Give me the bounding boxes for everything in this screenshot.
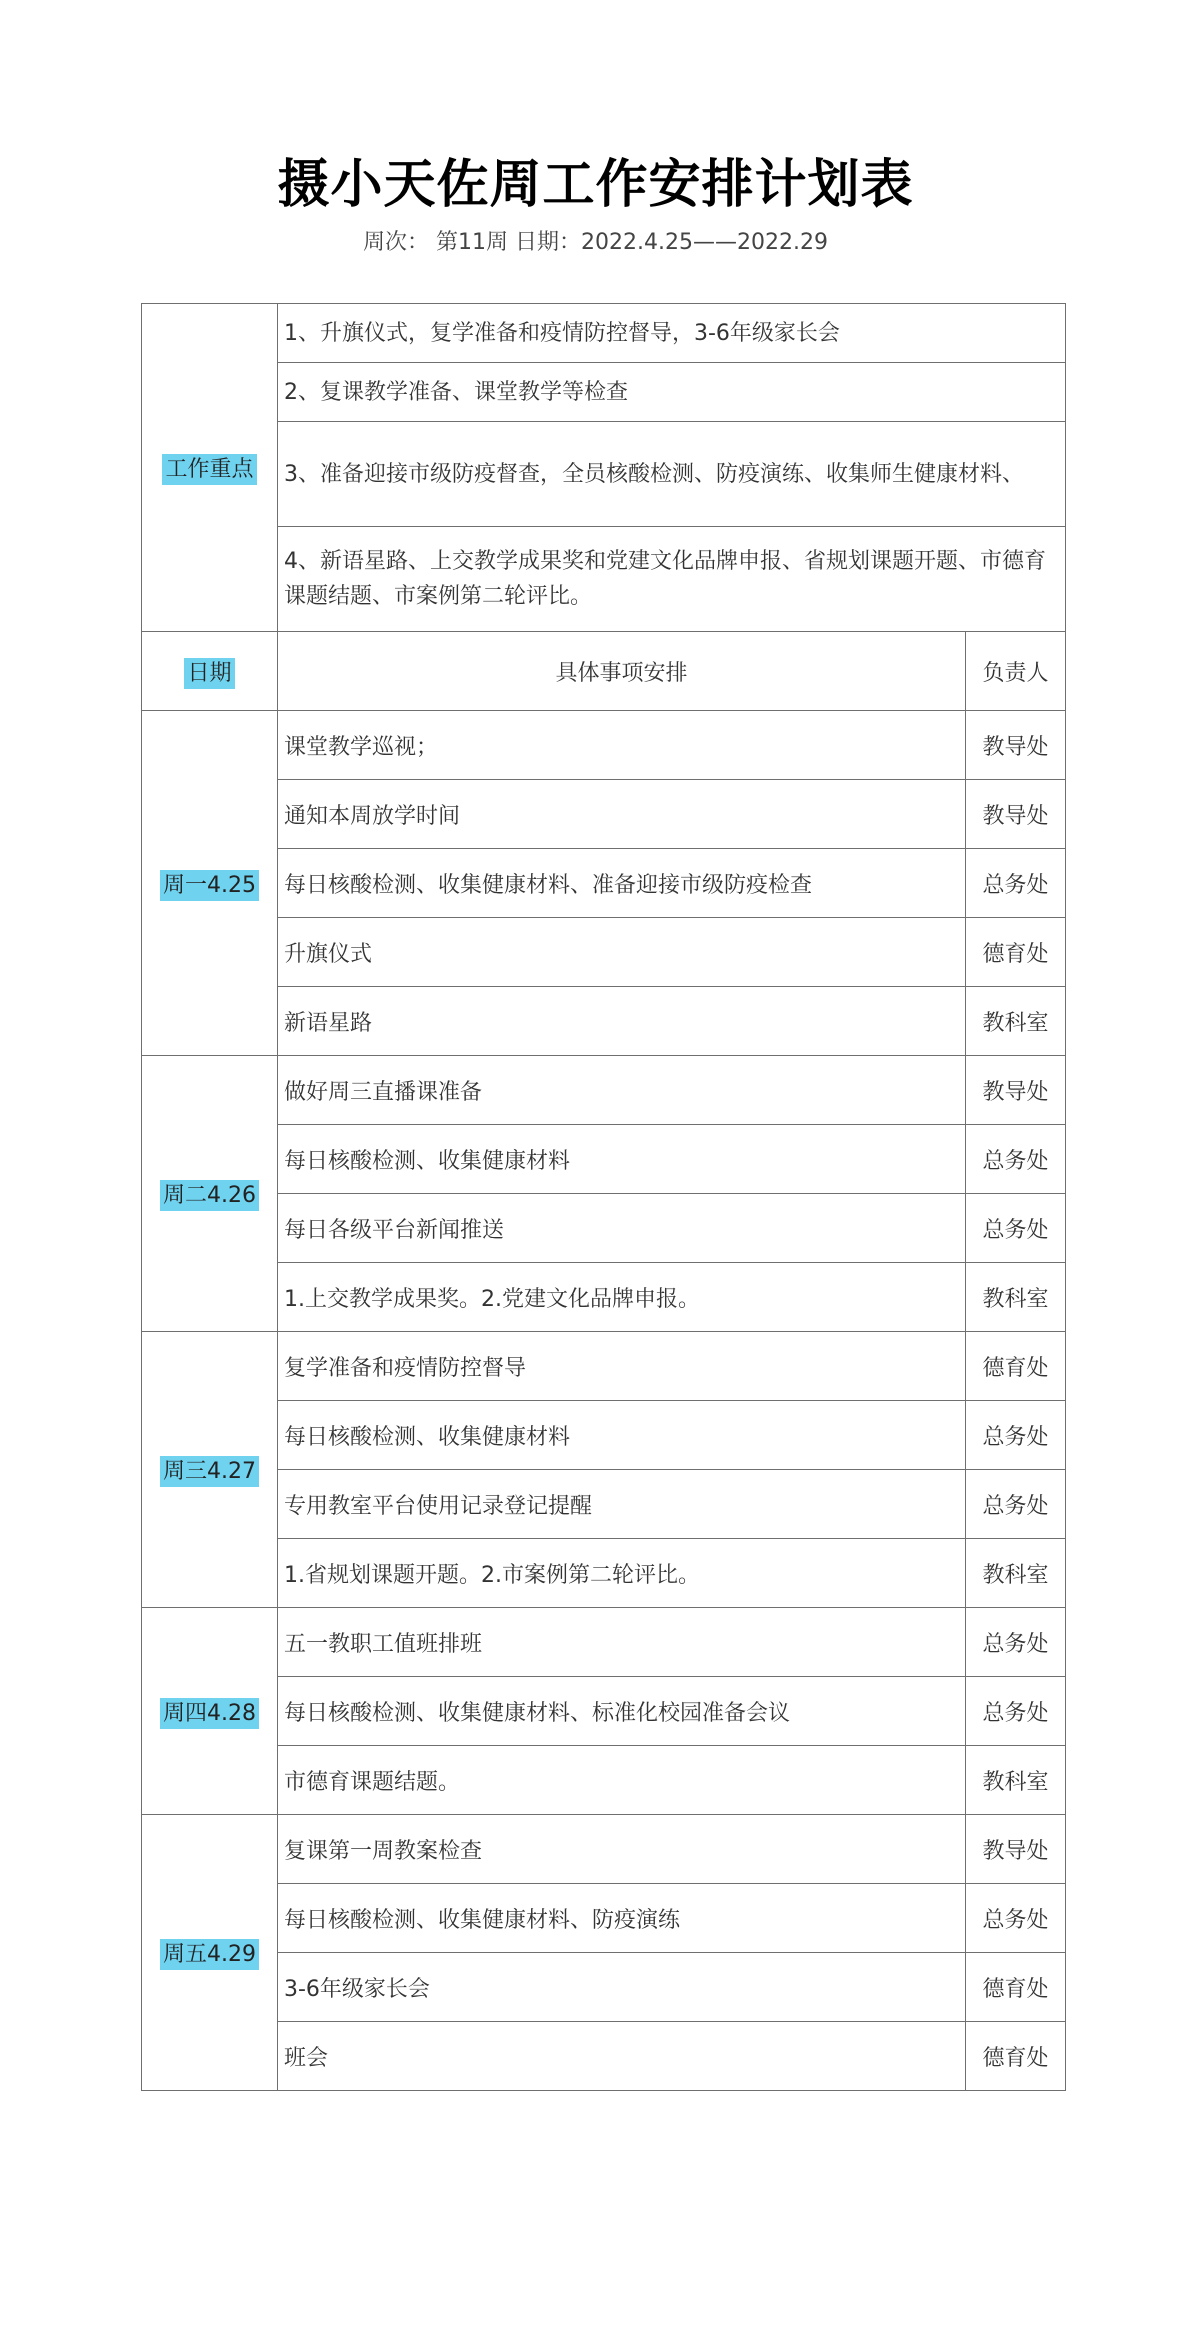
focus-item: 4、新语星路、上交教学成果奖和党建文化品牌申报、省规划课题开题、市德育课题结题、市案例第二轮评比。 (278, 527, 1066, 632)
task-cell: 3-6年级家长会 (278, 1953, 966, 2022)
owner-cell: 教导处 (966, 1056, 1066, 1125)
task-cell: 班会 (278, 2022, 966, 2091)
owner-cell: 总务处 (966, 1677, 1066, 1746)
owner-header: 负责人 (966, 632, 1066, 711)
table-row (142, 1953, 1066, 2022)
task-cell: 每日核酸检测、收集健康材料、标准化校园准备会议 (278, 1677, 966, 1746)
owner-cell: 总务处 (966, 1884, 1066, 1953)
table-row (142, 1746, 1066, 1815)
table-row (142, 1263, 1066, 1332)
focus-label: 工作重点 (162, 454, 256, 485)
day-label: 周一4.25 (160, 870, 259, 901)
date-header: 日期 (184, 658, 234, 689)
focus-row (142, 422, 1066, 527)
task-cell: 市德育课题结题。 (278, 1746, 966, 1815)
table-row (142, 711, 1066, 780)
focus-row (142, 363, 1066, 422)
focus-item: 2、复课教学准备、课堂教学等检查 (278, 363, 1066, 422)
week-date-subtitle: 周次： 第11周 日期：2022.4.25——2022.29 (363, 230, 828, 255)
owner-cell: 教科室 (966, 1746, 1066, 1815)
day-label-cell (142, 1815, 278, 2091)
schedule-table (141, 303, 1066, 2091)
table-row (142, 1194, 1066, 1263)
table-row (142, 918, 1066, 987)
table-row (142, 1815, 1066, 1884)
day-label: 周五4.29 (160, 1939, 259, 1970)
day-label: 周二4.26 (160, 1180, 259, 1211)
table-row (142, 987, 1066, 1056)
task-cell: 通知本周放学时间 (278, 780, 966, 849)
owner-cell: 德育处 (966, 918, 1066, 987)
table-row (142, 1608, 1066, 1677)
owner-cell: 总务处 (966, 1125, 1066, 1194)
owner-cell: 德育处 (966, 1953, 1066, 2022)
table-row (142, 1056, 1066, 1125)
focus-item: 3、准备迎接市级防疫督查，全员核酸检测、防疫演练、收集师生健康材料、 (278, 422, 1066, 527)
task-cell: 新语星路 (278, 987, 966, 1056)
day-label-cell (142, 711, 278, 1056)
task-header: 具体事项安排 (278, 632, 966, 711)
owner-cell: 德育处 (966, 1332, 1066, 1401)
task-cell: 每日核酸检测、收集健康材料 (278, 1401, 966, 1470)
table-row (142, 1884, 1066, 1953)
day-label-cell (142, 1608, 278, 1815)
task-cell: 复学准备和疫情防控督导 (278, 1332, 966, 1401)
focus-row (142, 527, 1066, 632)
task-cell: 每日各级平台新闻推送 (278, 1194, 966, 1263)
owner-cell: 德育处 (966, 2022, 1066, 2091)
owner-cell: 教科室 (966, 987, 1066, 1056)
table-row (142, 1470, 1066, 1539)
task-cell: 1.省规划课题开题。2.市案例第二轮评比。 (278, 1539, 966, 1608)
owner-cell: 教科室 (966, 1539, 1066, 1608)
table-row (142, 1332, 1066, 1401)
owner-cell: 总务处 (966, 1608, 1066, 1677)
date-header-cell (142, 632, 278, 711)
task-cell: 复课第一周教案检查 (278, 1815, 966, 1884)
day-label: 周四4.28 (160, 1698, 259, 1729)
owner-cell: 总务处 (966, 849, 1066, 918)
task-cell: 每日核酸检测、收集健康材料、准备迎接市级防疫检查 (278, 849, 966, 918)
table-row (142, 1401, 1066, 1470)
owner-cell: 教科室 (966, 1263, 1066, 1332)
day-label-cell (142, 1056, 278, 1332)
table-row (142, 1677, 1066, 1746)
task-cell: 专用教室平台使用记录登记提醒 (278, 1470, 966, 1539)
table-row (142, 1125, 1066, 1194)
day-label-cell (142, 1332, 278, 1608)
page-title: 摄小天佐周工作安排计划表 (277, 155, 914, 215)
focus-item: 1、升旗仪式，复学准备和疫情防控督导，3-6年级家长会 (278, 304, 1066, 363)
owner-cell: 总务处 (966, 1194, 1066, 1263)
table-row (142, 780, 1066, 849)
table-row (142, 2022, 1066, 2091)
owner-cell: 教导处 (966, 780, 1066, 849)
focus-row (142, 304, 1066, 363)
task-cell: 升旗仪式 (278, 918, 966, 987)
table-row (142, 1539, 1066, 1608)
header-row (142, 632, 1066, 711)
focus-label-cell (142, 304, 278, 632)
owner-cell: 教导处 (966, 1815, 1066, 1884)
table-row (142, 849, 1066, 918)
task-cell: 1.上交教学成果奖。2.党建文化品牌申报。 (278, 1263, 966, 1332)
owner-cell: 总务处 (966, 1401, 1066, 1470)
task-cell: 每日核酸检测、收集健康材料 (278, 1125, 966, 1194)
task-cell: 做好周三直播课准备 (278, 1056, 966, 1125)
owner-cell: 教导处 (966, 711, 1066, 780)
task-cell: 五一教职工值班排班 (278, 1608, 966, 1677)
task-cell: 每日核酸检测、收集健康材料、防疫演练 (278, 1884, 966, 1953)
day-label: 周三4.27 (160, 1456, 259, 1487)
task-cell: 课堂教学巡视； (278, 711, 966, 780)
schedule-table-body (142, 304, 1066, 2091)
owner-cell: 总务处 (966, 1470, 1066, 1539)
